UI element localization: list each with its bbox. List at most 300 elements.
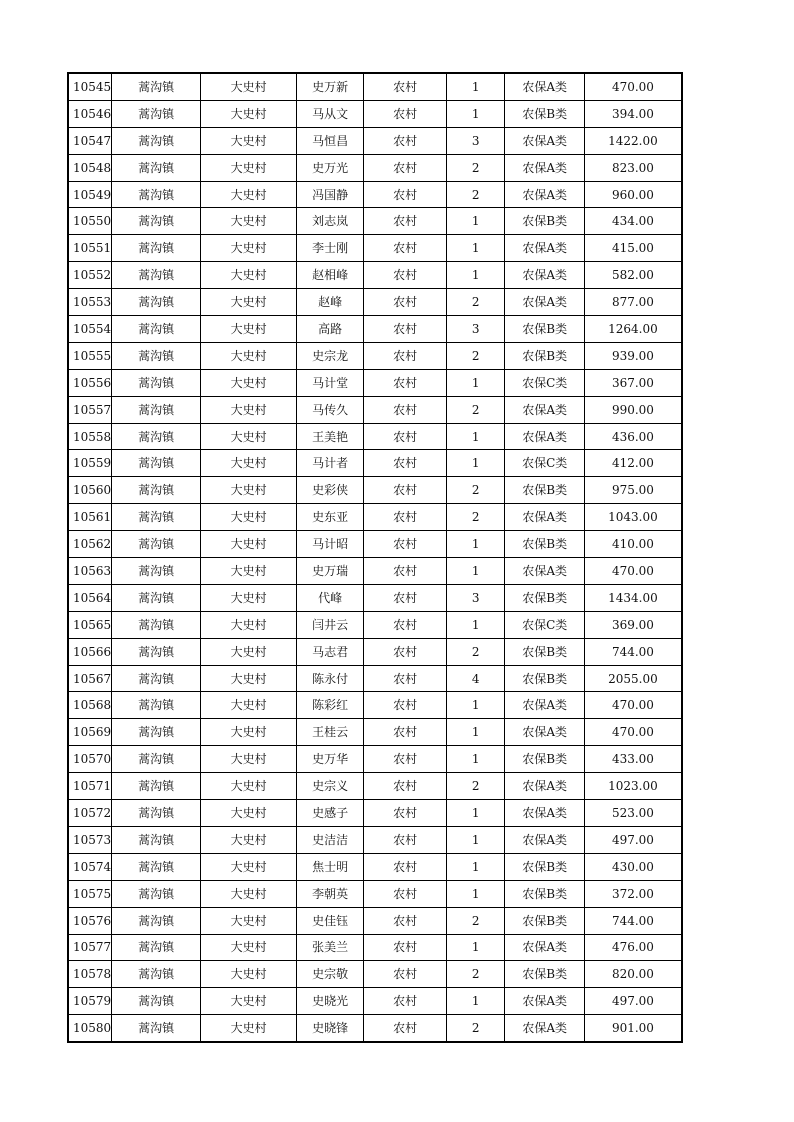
table-row <box>68 73 682 100</box>
table-row <box>68 369 682 396</box>
cell-amount: 430.00 <box>585 853 682 880</box>
cell-town: 蒿沟镇 <box>112 692 201 719</box>
cell-name: 赵峰 <box>297 289 364 316</box>
cell-town: 蒿沟镇 <box>112 289 201 316</box>
cell-person-count: 1 <box>447 988 505 1015</box>
cell-person-count: 2 <box>447 504 505 531</box>
cell-household-type: 农村 <box>364 235 447 262</box>
cell-town: 蒿沟镇 <box>112 342 201 369</box>
cell-category: 农保A类 <box>505 235 585 262</box>
cell-category: 农保A类 <box>505 504 585 531</box>
cell-town: 蒿沟镇 <box>112 100 201 127</box>
cell-id: 10577 <box>68 934 112 961</box>
table-row <box>68 826 682 853</box>
cell-household-type: 农村 <box>364 1015 447 1042</box>
table-row <box>68 584 682 611</box>
table-row <box>68 262 682 289</box>
cell-name: 王美艳 <box>297 423 364 450</box>
cell-amount: 1023.00 <box>585 773 682 800</box>
cell-town: 蒿沟镇 <box>112 208 201 235</box>
cell-village: 大史村 <box>201 504 297 531</box>
cell-household-type: 农村 <box>364 558 447 585</box>
cell-household-type: 农村 <box>364 154 447 181</box>
cell-village: 大史村 <box>201 638 297 665</box>
table-row <box>68 127 682 154</box>
cell-household-type: 农村 <box>364 289 447 316</box>
cell-household-type: 农村 <box>364 934 447 961</box>
cell-town: 蒿沟镇 <box>112 773 201 800</box>
table-row <box>68 1015 682 1042</box>
table-row <box>68 638 682 665</box>
cell-household-type: 农村 <box>364 396 447 423</box>
cell-amount: 367.00 <box>585 369 682 396</box>
cell-person-count: 2 <box>447 1015 505 1042</box>
cell-person-count: 1 <box>447 853 505 880</box>
cell-category: 农保A类 <box>505 800 585 827</box>
cell-category: 农保A类 <box>505 988 585 1015</box>
cell-name: 马志君 <box>297 638 364 665</box>
cell-person-count: 3 <box>447 127 505 154</box>
cell-town: 蒿沟镇 <box>112 181 201 208</box>
cell-person-count: 1 <box>447 100 505 127</box>
cell-category: 农保C类 <box>505 450 585 477</box>
cell-village: 大史村 <box>201 154 297 181</box>
cell-id: 10548 <box>68 154 112 181</box>
cell-town: 蒿沟镇 <box>112 558 201 585</box>
cell-id: 10555 <box>68 342 112 369</box>
cell-name: 马计堂 <box>297 369 364 396</box>
cell-person-count: 3 <box>447 584 505 611</box>
cell-amount: 372.00 <box>585 880 682 907</box>
cell-person-count: 1 <box>447 450 505 477</box>
cell-name: 刘志岚 <box>297 208 364 235</box>
cell-village: 大史村 <box>201 611 297 638</box>
table-row <box>68 235 682 262</box>
cell-category: 农保B类 <box>505 665 585 692</box>
cell-person-count: 2 <box>447 154 505 181</box>
table-row <box>68 746 682 773</box>
cell-household-type: 农村 <box>364 638 447 665</box>
table-row <box>68 289 682 316</box>
cell-town: 蒿沟镇 <box>112 853 201 880</box>
cell-village: 大史村 <box>201 181 297 208</box>
cell-town: 蒿沟镇 <box>112 369 201 396</box>
cell-village: 大史村 <box>201 665 297 692</box>
cell-village: 大史村 <box>201 262 297 289</box>
cell-village: 大史村 <box>201 988 297 1015</box>
cell-town: 蒿沟镇 <box>112 504 201 531</box>
cell-town: 蒿沟镇 <box>112 934 201 961</box>
cell-name: 史晓锋 <box>297 1015 364 1042</box>
cell-person-count: 1 <box>447 235 505 262</box>
cell-town: 蒿沟镇 <box>112 262 201 289</box>
cell-village: 大史村 <box>201 907 297 934</box>
cell-category: 农保A类 <box>505 1015 585 1042</box>
cell-town: 蒿沟镇 <box>112 907 201 934</box>
cell-person-count: 1 <box>447 423 505 450</box>
cell-amount: 476.00 <box>585 934 682 961</box>
table-row <box>68 934 682 961</box>
cell-id: 10557 <box>68 396 112 423</box>
cell-id: 10552 <box>68 262 112 289</box>
cell-village: 大史村 <box>201 934 297 961</box>
cell-id: 10569 <box>68 719 112 746</box>
cell-town: 蒿沟镇 <box>112 988 201 1015</box>
table-row <box>68 100 682 127</box>
cell-name: 焦士明 <box>297 853 364 880</box>
cell-household-type: 农村 <box>364 504 447 531</box>
cell-person-count: 1 <box>447 208 505 235</box>
cell-id: 10573 <box>68 826 112 853</box>
cell-category: 农保B类 <box>505 584 585 611</box>
cell-village: 大史村 <box>201 396 297 423</box>
cell-name: 李士刚 <box>297 235 364 262</box>
cell-person-count: 1 <box>447 826 505 853</box>
cell-category: 农保B类 <box>505 853 585 880</box>
cell-amount: 410.00 <box>585 531 682 558</box>
cell-household-type: 农村 <box>364 988 447 1015</box>
cell-category: 农保B类 <box>505 100 585 127</box>
cell-village: 大史村 <box>201 235 297 262</box>
cell-household-type: 农村 <box>364 316 447 343</box>
cell-person-count: 1 <box>447 934 505 961</box>
cell-household-type: 农村 <box>364 450 447 477</box>
cell-household-type: 农村 <box>364 826 447 853</box>
cell-category: 农保A类 <box>505 719 585 746</box>
table-row <box>68 181 682 208</box>
cell-category: 农保A类 <box>505 773 585 800</box>
cell-town: 蒿沟镇 <box>112 880 201 907</box>
cell-amount: 960.00 <box>585 181 682 208</box>
cell-village: 大史村 <box>201 800 297 827</box>
cell-name: 史感子 <box>297 800 364 827</box>
cell-person-count: 3 <box>447 316 505 343</box>
cell-amount: 744.00 <box>585 638 682 665</box>
cell-id: 10570 <box>68 746 112 773</box>
cell-village: 大史村 <box>201 826 297 853</box>
cell-id: 10565 <box>68 611 112 638</box>
cell-category: 农保A类 <box>505 154 585 181</box>
cell-village: 大史村 <box>201 531 297 558</box>
cell-amount: 394.00 <box>585 100 682 127</box>
cell-category: 农保B类 <box>505 342 585 369</box>
cell-name: 史宗敬 <box>297 961 364 988</box>
table-row <box>68 316 682 343</box>
table-row <box>68 961 682 988</box>
cell-name: 马计昭 <box>297 531 364 558</box>
cell-town: 蒿沟镇 <box>112 235 201 262</box>
cell-village: 大史村 <box>201 746 297 773</box>
cell-household-type: 农村 <box>364 773 447 800</box>
cell-id: 10578 <box>68 961 112 988</box>
cell-village: 大史村 <box>201 692 297 719</box>
cell-name: 王桂云 <box>297 719 364 746</box>
cell-village: 大史村 <box>201 100 297 127</box>
cell-amount: 434.00 <box>585 208 682 235</box>
cell-id: 10556 <box>68 369 112 396</box>
cell-person-count: 1 <box>447 719 505 746</box>
cell-id: 10561 <box>68 504 112 531</box>
cell-town: 蒿沟镇 <box>112 531 201 558</box>
cell-household-type: 农村 <box>364 181 447 208</box>
cell-category: 农保B类 <box>505 907 585 934</box>
cell-village: 大史村 <box>201 584 297 611</box>
table-row <box>68 800 682 827</box>
cell-village: 大史村 <box>201 423 297 450</box>
cell-amount: 1422.00 <box>585 127 682 154</box>
cell-village: 大史村 <box>201 73 297 100</box>
cell-amount: 369.00 <box>585 611 682 638</box>
cell-id: 10562 <box>68 531 112 558</box>
cell-village: 大史村 <box>201 342 297 369</box>
cell-person-count: 2 <box>447 961 505 988</box>
cell-category: 农保A类 <box>505 181 585 208</box>
cell-category: 农保A类 <box>505 73 585 100</box>
cell-village: 大史村 <box>201 558 297 585</box>
cell-name: 陈彩红 <box>297 692 364 719</box>
cell-name: 史佳钰 <box>297 907 364 934</box>
cell-category: 农保A类 <box>505 826 585 853</box>
cell-amount: 433.00 <box>585 746 682 773</box>
cell-id: 10558 <box>68 423 112 450</box>
cell-category: 农保B类 <box>505 638 585 665</box>
cell-id: 10560 <box>68 477 112 504</box>
cell-amount: 2055.00 <box>585 665 682 692</box>
cell-name: 张美兰 <box>297 934 364 961</box>
cell-name: 闫井云 <box>297 611 364 638</box>
cell-amount: 1434.00 <box>585 584 682 611</box>
cell-person-count: 2 <box>447 181 505 208</box>
cell-town: 蒿沟镇 <box>112 154 201 181</box>
table-row <box>68 208 682 235</box>
cell-name: 高路 <box>297 316 364 343</box>
cell-village: 大史村 <box>201 477 297 504</box>
cell-name: 史晓光 <box>297 988 364 1015</box>
cell-category: 农保B类 <box>505 316 585 343</box>
table-row <box>68 719 682 746</box>
cell-household-type: 农村 <box>364 262 447 289</box>
cell-id: 10545 <box>68 73 112 100</box>
cell-village: 大史村 <box>201 208 297 235</box>
cell-name: 史彩侠 <box>297 477 364 504</box>
cell-id: 10546 <box>68 100 112 127</box>
cell-person-count: 2 <box>447 396 505 423</box>
cell-id: 10567 <box>68 665 112 692</box>
table-row <box>68 477 682 504</box>
cell-household-type: 农村 <box>364 746 447 773</box>
cell-id: 10579 <box>68 988 112 1015</box>
cell-category: 农保B类 <box>505 531 585 558</box>
cell-amount: 877.00 <box>585 289 682 316</box>
cell-town: 蒿沟镇 <box>112 746 201 773</box>
cell-id: 10566 <box>68 638 112 665</box>
cell-household-type: 农村 <box>364 342 447 369</box>
table-row <box>68 853 682 880</box>
cell-id: 10563 <box>68 558 112 585</box>
table-row <box>68 880 682 907</box>
cell-household-type: 农村 <box>364 369 447 396</box>
cell-amount: 497.00 <box>585 826 682 853</box>
cell-category: 农保A类 <box>505 423 585 450</box>
cell-name: 史洁洁 <box>297 826 364 853</box>
cell-town: 蒿沟镇 <box>112 719 201 746</box>
cell-village: 大史村 <box>201 880 297 907</box>
table-row <box>68 907 682 934</box>
cell-household-type: 农村 <box>364 477 447 504</box>
cell-category: 农保A类 <box>505 289 585 316</box>
cell-household-type: 农村 <box>364 880 447 907</box>
cell-id: 10554 <box>68 316 112 343</box>
cell-amount: 415.00 <box>585 235 682 262</box>
cell-village: 大史村 <box>201 450 297 477</box>
table-row <box>68 396 682 423</box>
cell-person-count: 4 <box>447 665 505 692</box>
cell-person-count: 1 <box>447 800 505 827</box>
cell-category: 农保A类 <box>505 396 585 423</box>
cell-town: 蒿沟镇 <box>112 127 201 154</box>
cell-person-count: 1 <box>447 692 505 719</box>
cell-name: 马从文 <box>297 100 364 127</box>
cell-category: 农保B类 <box>505 961 585 988</box>
cell-household-type: 农村 <box>364 800 447 827</box>
cell-village: 大史村 <box>201 127 297 154</box>
cell-id: 10574 <box>68 853 112 880</box>
cell-person-count: 2 <box>447 477 505 504</box>
cell-name: 李朝英 <box>297 880 364 907</box>
cell-amount: 901.00 <box>585 1015 682 1042</box>
cell-village: 大史村 <box>201 853 297 880</box>
cell-town: 蒿沟镇 <box>112 73 201 100</box>
cell-category: 农保A类 <box>505 692 585 719</box>
table-body <box>68 73 682 1042</box>
cell-id: 10580 <box>68 1015 112 1042</box>
table-row <box>68 154 682 181</box>
cell-name: 史万新 <box>297 73 364 100</box>
cell-household-type: 农村 <box>364 584 447 611</box>
cell-household-type: 农村 <box>364 719 447 746</box>
cell-person-count: 1 <box>447 262 505 289</box>
cell-name: 马计者 <box>297 450 364 477</box>
cell-household-type: 农村 <box>364 665 447 692</box>
cell-id: 10559 <box>68 450 112 477</box>
cell-amount: 1043.00 <box>585 504 682 531</box>
cell-amount: 1264.00 <box>585 316 682 343</box>
cell-village: 大史村 <box>201 773 297 800</box>
cell-name: 史万光 <box>297 154 364 181</box>
cell-town: 蒿沟镇 <box>112 584 201 611</box>
cell-category: 农保A类 <box>505 262 585 289</box>
table-row <box>68 773 682 800</box>
cell-village: 大史村 <box>201 289 297 316</box>
cell-id: 10576 <box>68 907 112 934</box>
cell-amount: 975.00 <box>585 477 682 504</box>
cell-id: 10564 <box>68 584 112 611</box>
cell-name: 马传久 <box>297 396 364 423</box>
cell-village: 大史村 <box>201 316 297 343</box>
cell-category: 农保C类 <box>505 611 585 638</box>
cell-amount: 470.00 <box>585 558 682 585</box>
cell-person-count: 2 <box>447 773 505 800</box>
cell-name: 史宗龙 <box>297 342 364 369</box>
cell-town: 蒿沟镇 <box>112 477 201 504</box>
cell-amount: 939.00 <box>585 342 682 369</box>
cell-amount: 497.00 <box>585 988 682 1015</box>
cell-amount: 990.00 <box>585 396 682 423</box>
cell-person-count: 1 <box>447 531 505 558</box>
table-row <box>68 665 682 692</box>
cell-category: 农保B类 <box>505 880 585 907</box>
cell-name: 史万华 <box>297 746 364 773</box>
cell-name: 马恒昌 <box>297 127 364 154</box>
cell-id: 10571 <box>68 773 112 800</box>
cell-id: 10553 <box>68 289 112 316</box>
cell-person-count: 1 <box>447 880 505 907</box>
cell-name: 冯国静 <box>297 181 364 208</box>
cell-amount: 523.00 <box>585 800 682 827</box>
cell-household-type: 农村 <box>364 127 447 154</box>
cell-id: 10575 <box>68 880 112 907</box>
cell-household-type: 农村 <box>364 100 447 127</box>
cell-household-type: 农村 <box>364 208 447 235</box>
cell-amount: 436.00 <box>585 423 682 450</box>
cell-household-type: 农村 <box>364 73 447 100</box>
cell-village: 大史村 <box>201 719 297 746</box>
cell-household-type: 农村 <box>364 611 447 638</box>
cell-name: 赵相峰 <box>297 262 364 289</box>
cell-town: 蒿沟镇 <box>112 800 201 827</box>
cell-town: 蒿沟镇 <box>112 450 201 477</box>
table-row <box>68 504 682 531</box>
cell-category: 农保B类 <box>505 746 585 773</box>
cell-amount: 820.00 <box>585 961 682 988</box>
table-row <box>68 988 682 1015</box>
cell-category: 农保A类 <box>505 934 585 961</box>
cell-id: 10547 <box>68 127 112 154</box>
cell-person-count: 2 <box>447 342 505 369</box>
cell-town: 蒿沟镇 <box>112 826 201 853</box>
cell-id: 10551 <box>68 235 112 262</box>
table-row <box>68 558 682 585</box>
cell-town: 蒿沟镇 <box>112 611 201 638</box>
cell-category: 农保A类 <box>505 558 585 585</box>
cell-village: 大史村 <box>201 961 297 988</box>
table-row <box>68 450 682 477</box>
cell-town: 蒿沟镇 <box>112 665 201 692</box>
cell-id: 10572 <box>68 800 112 827</box>
cell-household-type: 农村 <box>364 531 447 558</box>
cell-id: 10550 <box>68 208 112 235</box>
cell-id: 10549 <box>68 181 112 208</box>
cell-amount: 470.00 <box>585 719 682 746</box>
cell-name: 陈永付 <box>297 665 364 692</box>
cell-amount: 412.00 <box>585 450 682 477</box>
cell-town: 蒿沟镇 <box>112 961 201 988</box>
cell-person-count: 2 <box>447 638 505 665</box>
cell-person-count: 2 <box>447 907 505 934</box>
cell-name: 史宗义 <box>297 773 364 800</box>
cell-amount: 470.00 <box>585 692 682 719</box>
cell-town: 蒿沟镇 <box>112 423 201 450</box>
cell-town: 蒿沟镇 <box>112 316 201 343</box>
table-row <box>68 531 682 558</box>
cell-amount: 470.00 <box>585 73 682 100</box>
cell-name: 代峰 <box>297 584 364 611</box>
cell-id: 10568 <box>68 692 112 719</box>
table-row <box>68 692 682 719</box>
cell-person-count: 1 <box>447 73 505 100</box>
cell-person-count: 1 <box>447 611 505 638</box>
cell-town: 蒿沟镇 <box>112 638 201 665</box>
